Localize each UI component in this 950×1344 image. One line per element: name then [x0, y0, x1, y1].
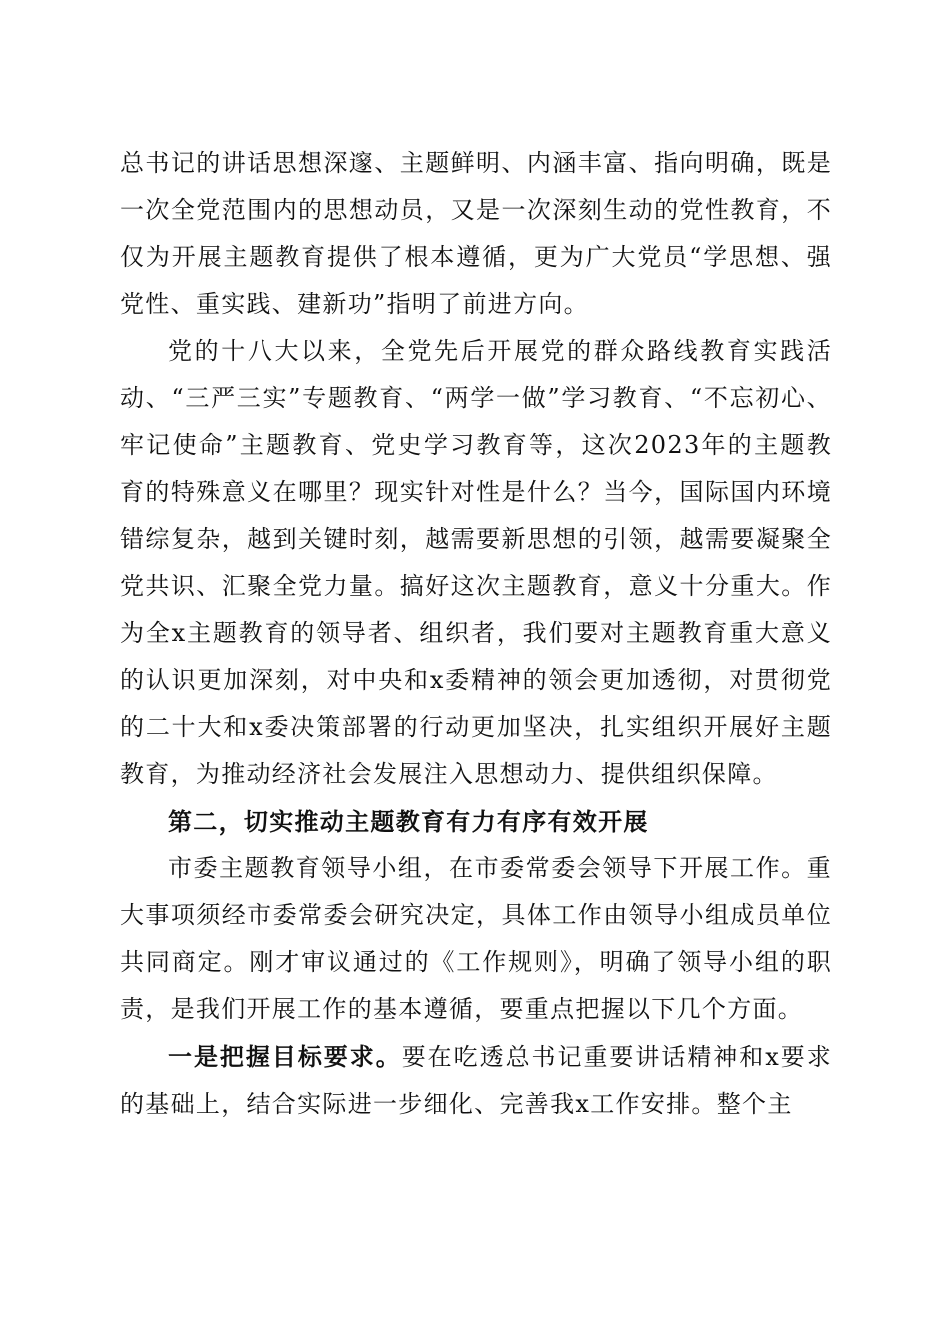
paragraph-significance: 党的十八大以来，全党先后开展党的群众路线教育实践活动、“三严三实”专题教育、“两学一做”学习教育、“不忘初心、牢记使命”主题教育、党史学习教育等，这次2023年的主题教育的特殊意义在哪里？现实针对性是什么？当今，国际国内环境错综复杂，越到关键时刻，越需要新思想的引领，越需要凝聚全党共识、汇聚全党力量。搞好这次主题教育，意义十分重大。作为全x主题教育的领导者、组织者，我们要对主题教育重大意义的认识更加深刻，对中央和x委精神的领会更加透彻，对贯彻党的二十大和x委决策部署的行动更加坚决，扎实组织开展好主题教育，为推动经济社会发展注入思想动力、提供组织保障。 [120, 337, 832, 788]
paragraph-lead-text: 一是把握目标要求。 [168, 1042, 402, 1071]
paragraph-continuation: 总书记的讲话思想深邃、主题鲜明、内涵丰富、指向明确，既是一次全党范围内的思想动员，又是一次深刻生动的党性教育，不仅为开展主题教育提供了根本遵循，更为广大党员“学思想、强党性、重实践、建新功”指明了前进方向。 [120, 149, 832, 318]
document-body [120, 140, 832, 1128]
paragraph-body-text: 要在吃透总书记重要讲话精神和x要求的基础上，结合实际进一步细化、完善我x工作安排。整个主 [120, 1043, 832, 1118]
paragraph-leading-group: 市委主题教育领导小组，在市委常委会领导下开展工作。重大事项须经市委常委会研究决定，具体工作由领导小组成员单位共同商定。刚才审议通过的《工作规则》，明确了领导小组的职责，是我们开展工作的基本遵循，要重点把握以下几个方面。 [120, 854, 832, 1023]
section-heading-second: 第二，切实推动主题教育有力有序有效开展 [168, 807, 649, 836]
paragraph-goal-requirements [120, 1033, 832, 1128]
